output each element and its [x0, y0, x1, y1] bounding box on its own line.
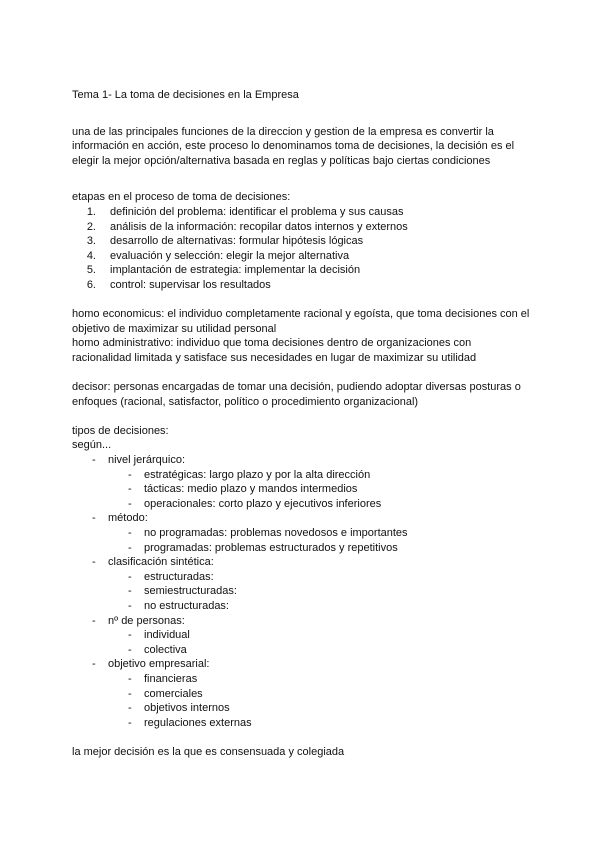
subcategory-list: [72, 468, 532, 512]
dash-bullet: -: [128, 541, 132, 554]
dash-bullet: -: [128, 585, 132, 598]
stages-heading: etapas en el proceso de toma de decisiones:: [72, 191, 291, 204]
dash-bullet: -: [128, 483, 132, 496]
list-item: - estratégicas: largo plazo y por la alta dirección: [128, 468, 371, 481]
dash-bullet: -: [128, 570, 132, 583]
dash-bullet: -: [92, 454, 96, 467]
list-item: - comerciales: [128, 687, 203, 700]
dash-bullet: -: [92, 512, 96, 525]
stage-item: 3. desarrollo de alternativas: formular hipótesis lógicas: [86, 235, 364, 248]
subcategory-list: [72, 570, 532, 614]
dash-bullet: -: [128, 672, 132, 685]
dash-bullet: -: [128, 716, 132, 729]
category-label: objetivo empresarial:: [108, 658, 210, 671]
category-label: nº de personas:: [108, 614, 185, 627]
subcategory-list: [72, 526, 532, 555]
list-item: - colectiva: [128, 643, 187, 656]
category-item: [72, 555, 532, 613]
list-item: - operacionales: corto plazo y ejecutivos inferiores: [128, 497, 382, 510]
dash-bullet: -: [92, 614, 96, 627]
dash-bullet: -: [128, 702, 132, 715]
decisor-paragraph: decisor: personas encargadas de tomar una decisión, pudiendo adoptar diversas posturas o enfoques (racional, satisfactor, político o procedimiento organizacional): [72, 381, 521, 408]
list-item: - estructuradas:: [128, 570, 214, 583]
dash-bullet: -: [128, 527, 132, 540]
dash-bullet: -: [128, 687, 132, 700]
dash-bullet: -: [92, 658, 96, 671]
category-label: nivel jerárquico:: [108, 454, 186, 467]
document-title: Tema 1- La toma de decisiones en la Empresa: [72, 89, 299, 101]
stage-item: 2. análisis de la información: recopilar datos internos y externos: [86, 220, 408, 233]
intro-paragraph: una de las principales funciones de la direccion y gestion de la empresa es convertir la información en acción, este proceso lo denominamos toma de decisiones, la decisión es el elegir la mejor opción/alternativa basada en reglas y políticas bajo ciertas condiciones: [72, 125, 515, 167]
list-item: - no programadas: problemas novedosos e importantes: [128, 527, 408, 540]
document-page: [72, 88, 532, 760]
list-item: - programadas: problemas estructurados y repetitivos: [128, 541, 398, 554]
list-item: - financieras: [128, 672, 198, 685]
stage-item: 6. control: supervisar los resultados: [86, 278, 271, 291]
homo-economicus-paragraph: homo economicus: el individuo completamente racional y egoísta, que toma decisiones con el objetivo de maximizar su utilidad personal: [72, 308, 530, 335]
dash-bullet: -: [128, 600, 132, 612]
types-heading: tipos de decisiones:: [72, 424, 169, 437]
category-item: [72, 511, 532, 555]
stages-list: [72, 205, 532, 293]
list-item: - regulaciones externas: [128, 716, 252, 729]
dash-bullet: -: [92, 556, 96, 569]
subcategory-list: [72, 672, 532, 730]
category-item: [72, 614, 532, 658]
homo-administrativo-paragraph: homo administrativo: individuo que toma decisiones dentro de organizaciones con racionalidad limitada y satisface sus necesidades en lugar de maximizar su utilidad: [72, 337, 477, 364]
dash-bullet: -: [128, 643, 132, 656]
list-item: - individual: [128, 629, 190, 642]
types-subheading: según...: [72, 439, 112, 452]
stage-item: 5. implantación de estrategia: implementar la decisión: [86, 264, 361, 277]
decision-types-list: [72, 453, 532, 730]
stage-item: 1. definición del problema: identificar el problema y sus causas: [86, 205, 404, 218]
conclusion-paragraph: la mejor decisión es la que es consensuada y colegiada: [72, 745, 345, 758]
list-item: - no estructuradas:: [128, 600, 229, 612]
list-item: - objetivos internos: [128, 702, 230, 715]
dash-bullet: -: [128, 629, 132, 642]
list-item: - tácticas: medio plazo y mandos intermedios: [128, 483, 358, 496]
category-item: [72, 657, 532, 730]
category-item: [72, 453, 532, 511]
category-label: clasificación sintética:: [108, 556, 214, 569]
subcategory-list: [72, 628, 532, 657]
dash-bullet: -: [128, 468, 132, 481]
dash-bullet: -: [128, 497, 132, 510]
list-item: - semiestructuradas:: [128, 585, 237, 598]
category-label: método:: [108, 512, 148, 525]
stage-item: 4. evaluación y selección: elegir la mejor alternativa: [86, 249, 350, 262]
